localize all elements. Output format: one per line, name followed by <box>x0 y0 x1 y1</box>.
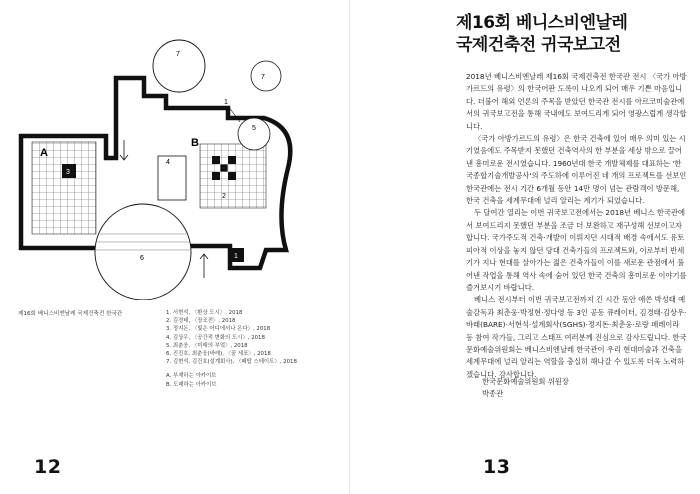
exhibit-3-label: 3 <box>66 169 70 176</box>
paragraph: 〈국가 아방가르드의 유령〉은 한국 건축에 있어 매우 의미 있는 시기였음에도 주목받지 못했던 건축역사의 한 부분을 세상 밖으로 끌어낸 흥미로운 전시였습니다. 1960년대 한국 개발체제를 대표하는 '한국종합기술개발공사'의 주도하에 이루어진 네 개의 프로젝트를 선보인 한국관에는 전시 기간 6개월 동안 14만 명이 넘는 관람객이 방문해, 한국 건축을 세계무대에 널리 알리는 계기가 되었습니다. <box>466 134 687 206</box>
exhibit-4-label: 4 <box>166 159 170 166</box>
credit-item: 6. 진진호, 최춘웅(바레), 〈꿈 세포〉, 2018 <box>166 351 271 358</box>
exhibit-7-label: 7 <box>176 51 180 58</box>
exhibit-1-top-label: 1 <box>224 99 228 106</box>
legend-item: A. 부재하는 아카이브 <box>166 373 217 380</box>
floor-plan <box>18 38 308 300</box>
legend-item: B. 도래하는 아카이브 <box>166 381 217 388</box>
exhibit-7b-label: 7 <box>261 74 265 81</box>
credit-item: 7. 김현석, 김건호(설계회사), 〈떼탑 스테이트〉, 2018 <box>166 359 297 366</box>
signature-name: 박종관 <box>482 389 504 399</box>
flow-arrow-down <box>120 140 128 160</box>
exhibit-6-circle <box>95 204 191 300</box>
title-line-1: 제16회 베니스비엔날레 <box>456 13 628 33</box>
exhibit-6-label: 6 <box>140 255 144 262</box>
zone-b-label: B <box>191 137 199 149</box>
body-text <box>466 71 688 381</box>
page-number-right: 13 <box>483 456 511 478</box>
exhibit-5-circle <box>238 118 270 150</box>
credit-item: 2. 김경태, 〈장조전〉, 2018 <box>166 318 236 325</box>
flow-arrow-up <box>200 254 208 278</box>
credits-list <box>166 309 297 389</box>
page-number-left: 12 <box>34 456 62 478</box>
paragraph: 두 달여간 열리는 이번 귀국보고전에서는 2018년 베니스 한국관에서 보여드리지 못했던 부분을 조금 더 보완하고 재구성해 선보이고자 합니다. 국가주도적 건축·개발이 이뤄지던 시대적 배경 속에서도 유토피아적 이상을 놓지 않던 당대 건축가들의 프로젝트와, 이로부터 반세기가 지나 현대를 살아가는 젊은 건축가들이 이를 새로운 관점에서 풀어낸 작업을 통해 역사 속에 숨어 있던 한국 건축의 흥미로운 이야기를 즐겨보시기 바랍니다. <box>466 208 687 292</box>
signature-org: 한국문화예술위원회 위원장 <box>482 377 569 386</box>
credit-item: 3. 정지돈, 〈빛은 어디에서나 온다〉, 2018 <box>166 326 271 333</box>
plan-caption: 제16회 베니스비엔날레 국제건축전 한국관 <box>18 311 123 317</box>
credit-item: 4. 김상우, 〈공간적 변화의 도시〉, 2018 <box>166 334 265 341</box>
page-title <box>456 12 627 56</box>
exhibit-2-label: 2 <box>222 193 226 200</box>
title-line-2: 국제건축전 귀국보고전 <box>456 35 621 55</box>
credit-item: 5. 최춘웅, 〈미래의 부엌〉, 2018 <box>166 342 248 349</box>
exhibit-4-box <box>158 156 186 200</box>
exhibit-7b-circle <box>251 61 281 91</box>
exhibit-1-label: 1 <box>234 253 238 260</box>
paragraph: 2018년 베니스비엔날레 제16회 국제건축전 한국관 전시 〈국가 아방가르드의 유령〉의 한국어판 도록이 나오게 되어 매우 기쁜 마음입니다. 더불어 해외 언론의 주목을 받았던 한국관 전시를 아르코미술관에서의 귀국보고전을 통해 국내에도 보여드리게 되어 영광스럽게 생각합니다. <box>466 72 687 131</box>
exhibit-5-label: 5 <box>252 125 256 132</box>
exhibit-7-circle <box>153 40 205 92</box>
credit-item: 1. 서현석, 〈환상 도시〉, 2018 <box>166 310 243 316</box>
signature-block <box>482 376 569 401</box>
paragraph: 베니스 전시부터 이번 귀국보고전까지 긴 시간 동안 애쓴 박성태 예술감독과 최춘웅·박정현·정다영 등 3인 공동 큐레이터, 김경태·김상우·바래(BARE)·서현석·설계회사(SGHS)·정지돈·최춘웅·로랑 페레이라 등 참여 작가들, 그리고 스태프 여러분께 진심으로 감사드립니다. 한국문화예술위원회는 베니스비엔날레 한국관이 우리 현대미술과 건축을 세계무대에 널리 알리는 역할을 충실히 해나갈 수 있도록 더욱 노력하겠습니다. 감사합니다. <box>466 295 687 379</box>
zone-a-label: A <box>40 147 48 159</box>
